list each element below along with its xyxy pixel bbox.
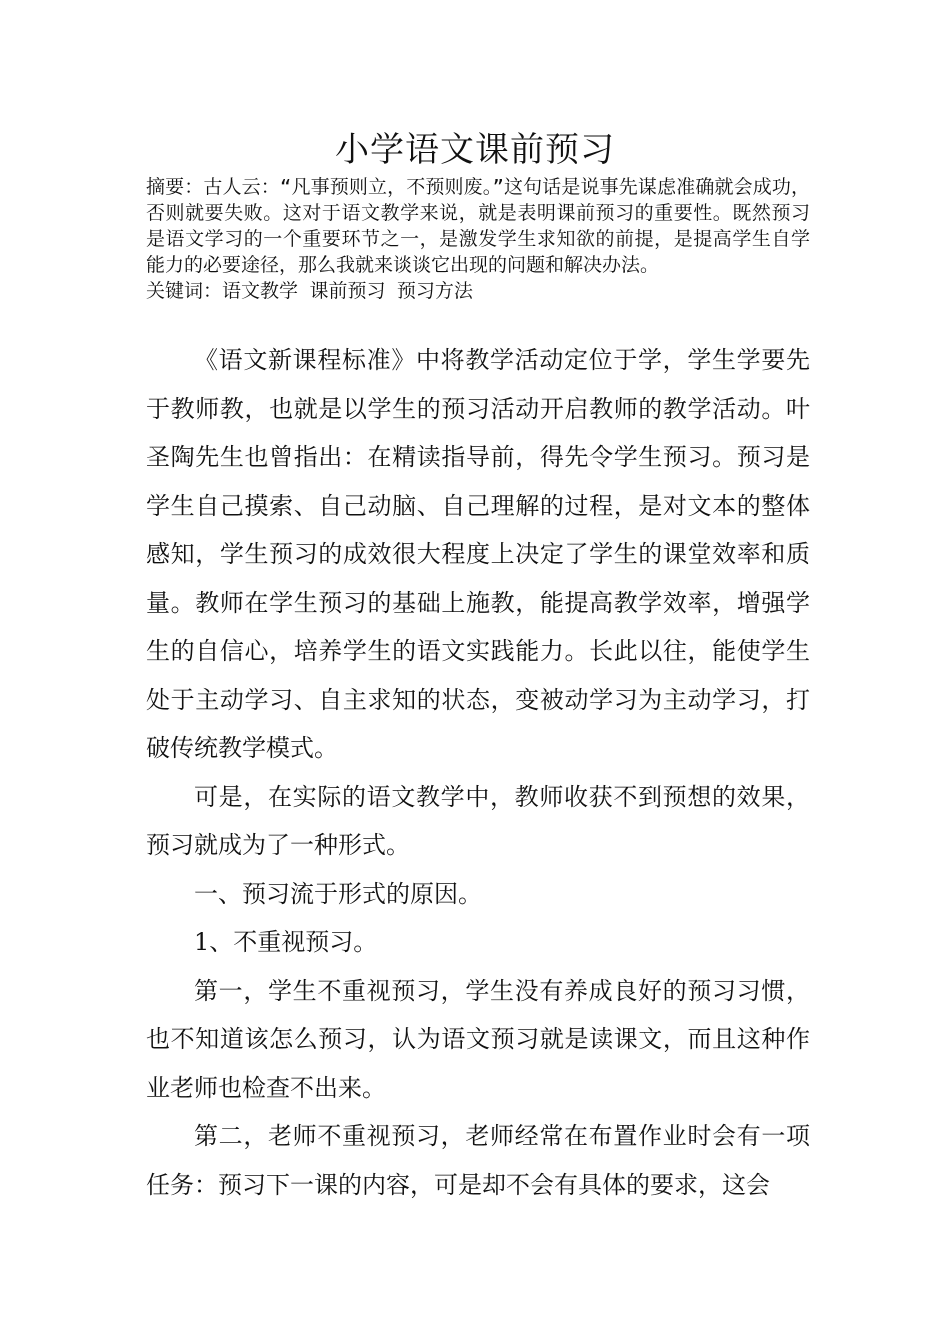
section-heading: 一、预习流于形式的原因。 <box>194 879 482 908</box>
document-title: 小学语文课前预习 <box>335 130 615 170</box>
body-paragraph: 第一，学生不重视预习，学生没有养成良好的预习习惯，也不知道该怎么预习，认为语文预习就是读课文，而且这种作业老师也检查不出来。 <box>146 976 810 1102</box>
abstract-block <box>146 174 810 304</box>
keywords-line: 关键词：语文教学 课前预习 预习方法 <box>146 280 473 302</box>
subsection-heading: 1、不重视预习。 <box>194 928 378 956</box>
body-paragraph: 第二，老师不重视预习，老师经常在布置作业时会有一项任务：预习下一课的内容，可是却不会有具体的要求，这会 <box>146 1122 810 1199</box>
body-paragraph: 可是，在实际的语文教学中，教师收获不到预想的效果，预习就成为了一种形式。 <box>146 782 810 859</box>
document-body <box>146 336 810 1209</box>
body-paragraph: 《语文新课程标准》中将教学活动定位于学，学生学要先于教师教，也就是以学生的预习活动开启教师的教学活动。叶圣陶先生也曾指出：在精读指导前，得先令学生预习。预习是学生自己摸索、自己动脑、自己理解的过程，是对文本的整体感知，学生预习的成效很大程度上决定了学生的课堂效率和质量。教师在学生预习的基础上施教，能提高教学效率，增强学生的自信心，培养学生的语文实践能力。长此以往，能使学生处于主动学习、自主求知的状态，变被动学习为主动学习，打破传统教学模式。 <box>146 346 810 762</box>
abstract-text: 摘要：古人云：“凡事预则立，不预则废。”这句话是说事先谋虑准确就会成功，否则就要失败。这对于语文教学来说，就是表明课前预习的重要性。既然预习是语文学习的一个重要环节之一，是激发学生求知欲的前提，是提高学生自学能力的必要途径，那么我就来谈谈它出现的问题和解决办法。 <box>146 176 810 276</box>
